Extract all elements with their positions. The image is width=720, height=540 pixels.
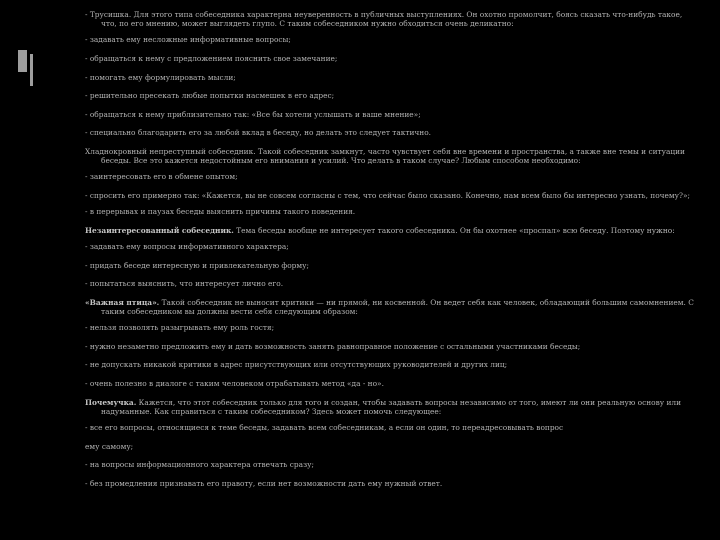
paragraph: - на вопросы информационного характера отвечать сразу; [85,460,314,470]
paragraph: - придать беседе интересную и привлекательную форму; [85,260,309,270]
paragraph: - задавать ему несложные информативные вопросы; [85,35,291,45]
paragraph: - в перерывах и паузах беседы выяснить причины такого поведения. [85,207,356,217]
paragraph: - попытаться выяснить, что интересует лично его. [85,279,284,289]
paragraph: «Важная птица». Такой собеседник не выносит критики — ни прямой, ни косвенной. Он ведет себя как человек, обладающий большим самомнением. С таким собеседником вы должны вести себя следующим образом: [85,297,694,316]
paragraph: ему самому; [85,441,134,451]
paragraph: - без промедления признавать его правоту, если нет возможности дать ему нужный ответ. [85,478,443,488]
accent-bar-thin [30,54,33,86]
paragraph: Почемучка. Кажется, что этот собеседник только для того и создан, чтобы задавать вопросы независимо от того, имеют ли они реальную основу или надуманные. Как справиться с таким собеседником? Здесь может помочь следующее: [85,397,682,416]
slide-body [85,10,697,497]
paragraph: Хладнокровный непреступный собеседник. Такой собеседник замкнут, часто чувствует себя вне времени и пространства, а также вне темы и ситуации беседы. Все это кажется недостойным его внимания и усилий. Что делать в таком случае? Любым способом необходимо: [85,146,685,166]
paragraph: - все его вопросы, относящиеся к теме беседы, задавать всем собеседникам, а если он один, то переадресовывать вопрос [85,422,564,432]
paragraph: - спросить его примерно так: «Кажется, вы не совсем согласны с тем, что сейчас было сказано. Конечно, нам всем было бы интересно узнать, почему?»; [85,190,690,200]
paragraph: - обращаться к нему приблизительно так: «Все бы хотели услышать и ваше мнение»; [85,109,421,119]
paragraph: - очень полезно в диалоге с таким человеком отрабатывать метод «да - но». [85,378,384,388]
paragraph: - нужно незаметно предложить ему и дать возможность занять равноправное положение с остальными участниками беседы; [85,341,581,351]
paragraph: - решительно пресекать любые попытки насмешек в его адрес; [85,91,335,101]
paragraph: - помогать ему формулировать мысли; [85,72,236,82]
paragraph: - Трусишка. Для этого типа собеседника характерна неуверенность в публичных выступлениях. Он охотно промолчит, боясь сказать что-нибудь такое, что, по его мнению, может выглядеть глупо. С таким собеседником нужно обходиться очень деликатно: [85,10,683,29]
paragraph: - специально благодарить его за любой вклад в беседу, но делать это следует тактично. [85,128,432,138]
paragraph: - задавать ему вопросы информативного характера; [85,241,289,251]
accent-bar [18,50,27,72]
paragraph: Незаинтересованный собеседник. Тема беседы вообще не интересует такого собеседника. Он бы охотнее «проспал» всю беседу. Поэтому нужно: [85,225,675,235]
paragraph: - заинтересовать его в обмене опытом; [85,172,238,182]
paragraph: - не допускать никакой критики в адрес присутствующих или отсутствующих руководителей и других лиц; [85,360,508,370]
paragraph: - нельзя позволять разыгрывать ему роль гостя; [85,323,275,333]
paragraph: - обращаться к нему с предложением пояснить свое замечание; [85,54,338,63]
